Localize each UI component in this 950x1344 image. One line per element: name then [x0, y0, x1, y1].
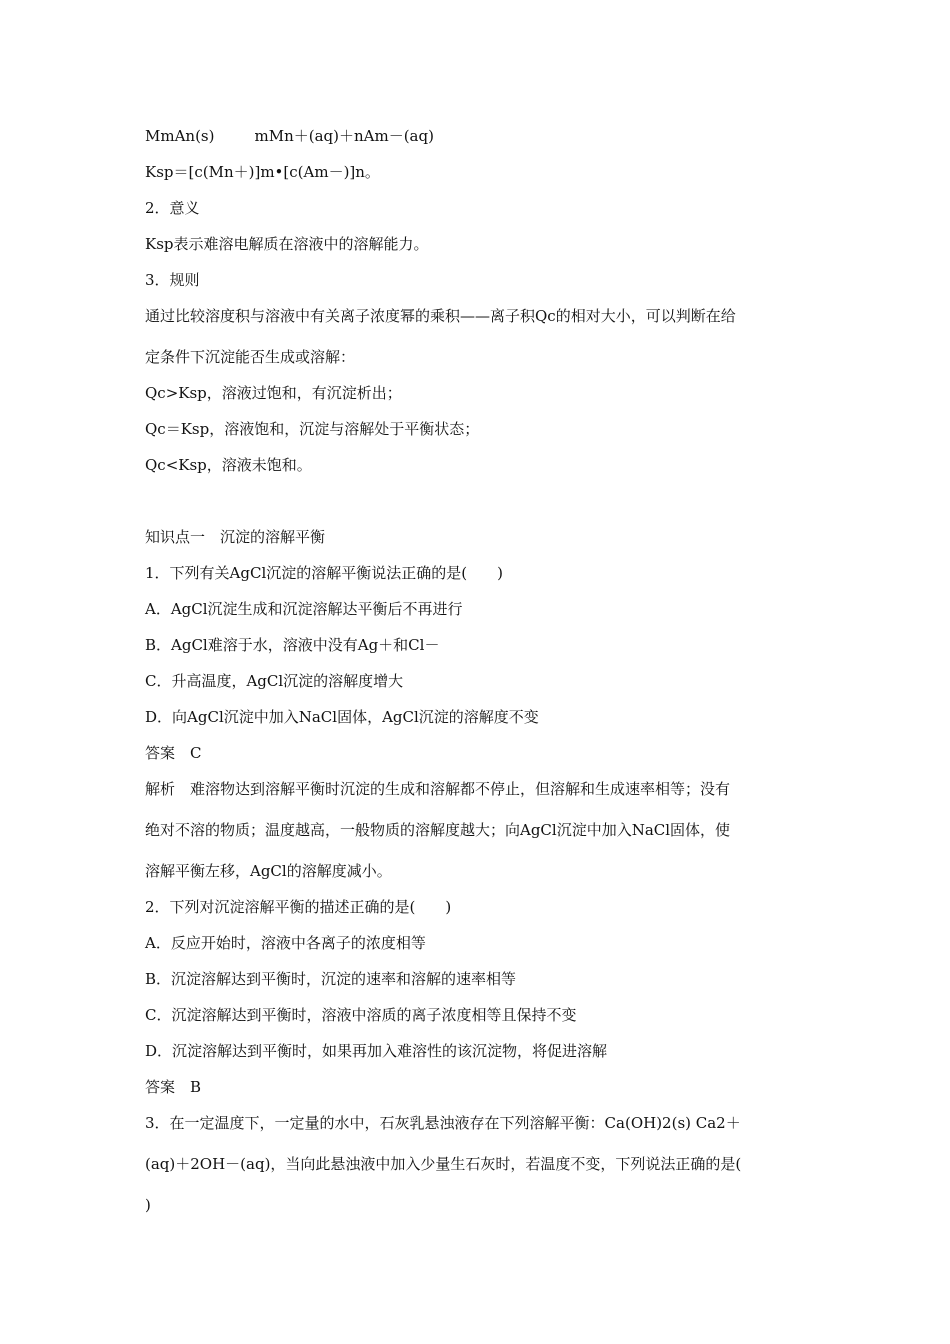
question-2-option-c: C．沉淀溶解达到平衡时，溶液中溶质的离子浓度相等且保持不变 — [145, 1006, 577, 1024]
question-1-analysis-line-3: 溶解平衡左移，AgCl的溶解度减小。 — [145, 862, 392, 880]
question-3-stem-line-3: ) — [145, 1196, 151, 1214]
question-2-option-b: B．沉淀溶解达到平衡时，沉淀的速率和溶解的速率相等 — [145, 970, 517, 988]
question-2-answer: 答案 B — [145, 1078, 202, 1096]
rules-text-line-2: 定条件下沉淀能否生成或溶解： — [145, 348, 356, 366]
question-1-option-b: B．AgCl难溶于水，溶液中没有Ag＋和Cl－ — [145, 636, 440, 654]
question-1-analysis-line-1: 解析 难溶物达到溶解平衡时沉淀的生成和溶解都不停止，但溶解和生成速率相等；没有 — [145, 780, 731, 798]
question-1-option-c: C．升高温度，AgCl沉淀的溶解度增大 — [145, 672, 404, 690]
dissolution-equation — [145, 126, 434, 146]
section-heading-rules: 3．规则 — [145, 271, 200, 289]
question-1-stem: 1．下列有关AgCl沉淀的溶解平衡说法正确的是( ) — [145, 564, 503, 582]
section-text-meaning: Ksp表示难溶电解质在溶液中的溶解能力。 — [145, 235, 429, 253]
question-1-option-a: A．AgCl沉淀生成和沉淀溶解达平衡后不再进行 — [145, 600, 463, 618]
question-2-option-a: A．反应开始时，溶液中各离子的浓度相等 — [145, 934, 426, 952]
rule-unsaturated: Qc<Ksp，溶液未饱和。 — [145, 456, 312, 474]
rules-text-line-1: 通过比较溶度积与溶液中有关离子浓度幂的乘积——离子积Qc的相对大小，可以判断在给 — [145, 307, 736, 325]
equation-rhs: mMn＋(aq)＋nAm－(aq) — [254, 127, 434, 145]
rule-oversaturated: Qc>Ksp，溶液过饱和，有沉淀析出； — [145, 384, 402, 402]
section-heading-meaning: 2．意义 — [145, 199, 200, 217]
equation-lhs: MmAn(s) — [145, 127, 215, 145]
question-1-option-d: D．向AgCl沉淀中加入NaCl固体，AgCl沉淀的溶解度不变 — [145, 708, 539, 726]
question-1-analysis-line-2: 绝对不溶的物质；温度越高，一般物质的溶解度越大；向AgCl沉淀中加入NaCl固体，使 — [145, 821, 731, 839]
question-2-stem: 2．下列对沉淀溶解平衡的描述正确的是( ) — [145, 898, 452, 916]
rule-saturated: Qc＝Ksp，溶液饱和，沉淀与溶解处于平衡状态； — [145, 420, 480, 438]
question-3-stem-line-1: 3．在一定温度下，一定量的水中，石灰乳悬浊液存在下列溶解平衡：Ca(OH)2(s) Ca2＋ — [145, 1114, 741, 1132]
question-2-option-d: D．沉淀溶解达到平衡时，如果再加入难溶性的该沉淀物，将促进溶解 — [145, 1042, 608, 1060]
knowledge-point-heading: 知识点一 沉淀的溶解平衡 — [145, 528, 326, 546]
ksp-expression: Ksp＝[c(Mn＋)]m•[c(Am－)]n。 — [145, 163, 380, 181]
question-3-stem-line-2: (aq)＋2OH－(aq)，当向此悬浊液中加入少量生石灰时，若温度不变，下列说法正确的是( — [145, 1155, 742, 1173]
question-1-answer: 答案 C — [145, 744, 202, 762]
